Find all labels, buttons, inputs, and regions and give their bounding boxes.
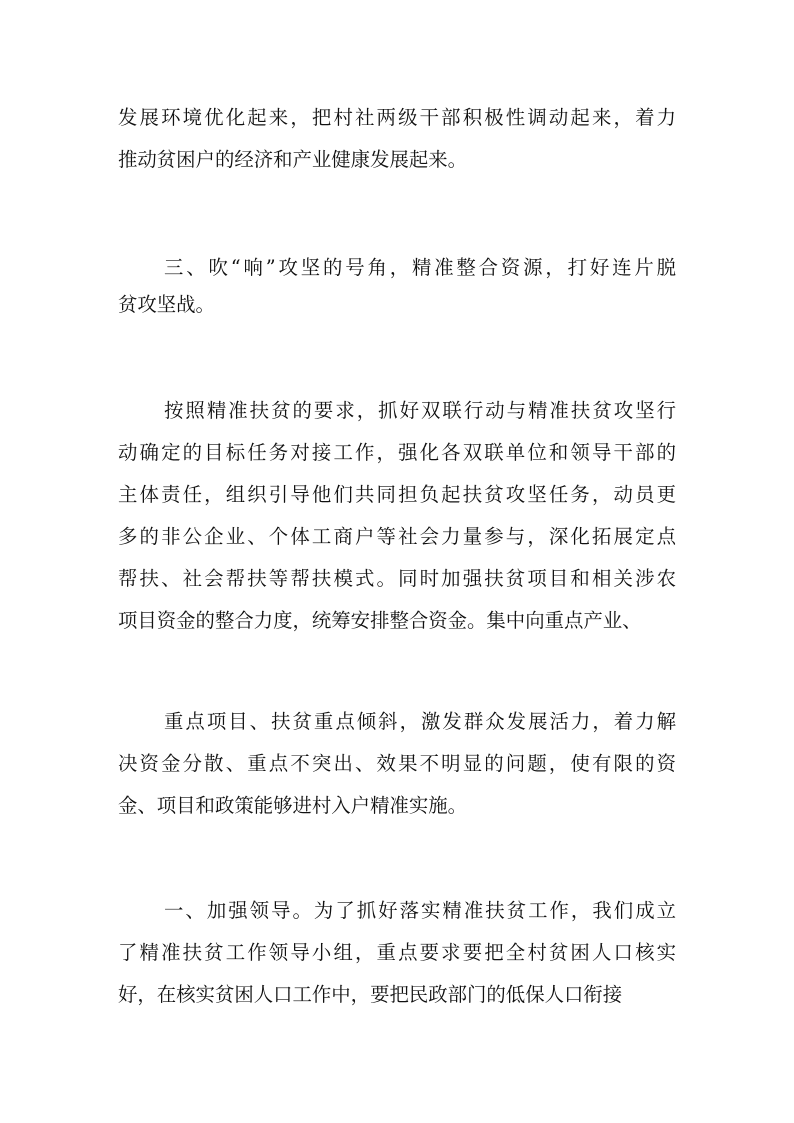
paragraph-3-line-2: 动确定的目标任务对接工作，强化各双联单位和领导干部的 bbox=[118, 441, 676, 464]
paragraph-3-line-6: 项目资金的整合力度，统筹安排整合资金。集中向重点产业、 bbox=[118, 609, 642, 632]
paragraph-1-line-2: 推动贫困户的经济和产业健康发展起来。 bbox=[118, 148, 468, 171]
paragraph-3-line-5: 帮扶、社会帮扶等帮扶模式。同时加强扶贫项目和相关涉农 bbox=[118, 567, 676, 590]
paragraph-3-line-4: 多的非公企业、个体工商户等社会力量参与，深化拓展定点 bbox=[118, 525, 676, 548]
paragraph-4-line-3: 金、项目和政策能够进村入户精准实施。 bbox=[118, 794, 468, 817]
section-heading-line-2: 贫攻坚战。 bbox=[118, 293, 215, 316]
paragraph-1-line-1: 发展环境优化起来，把村社两级干部积极性调动起来，着力 bbox=[118, 106, 676, 129]
paragraph-3-line-3: 主体责任，组织引导他们共同担负起扶贫攻坚任务，动员更 bbox=[118, 483, 676, 506]
paragraph-4-line-2: 决资金分散、重点不突出、效果不明显的问题，使有限的资 bbox=[118, 752, 676, 775]
paragraph-5-line-2: 了精准扶贫工作领导小组，重点要求要把全村贫困人口核实 bbox=[118, 941, 676, 964]
paragraph-4-line-1: 重点项目、扶贫重点倾斜，激发群众发展活力，着力解 bbox=[164, 710, 676, 733]
section-heading-line-1: 三、吹“响”攻坚的号角，精准整合资源，打好连片脱 bbox=[164, 256, 676, 279]
paragraph-5-line-1: 一、加强领导。为了抓好落实精准扶贫工作，我们成立 bbox=[164, 899, 676, 922]
paragraph-3-line-1: 按照精准扶贫的要求，抓好双联行动与精准扶贫攻坚行 bbox=[164, 399, 676, 422]
paragraph-5-line-3: 好，在核实贫困人口工作中，要把民政部门的低保人口衔接 bbox=[118, 983, 623, 1006]
